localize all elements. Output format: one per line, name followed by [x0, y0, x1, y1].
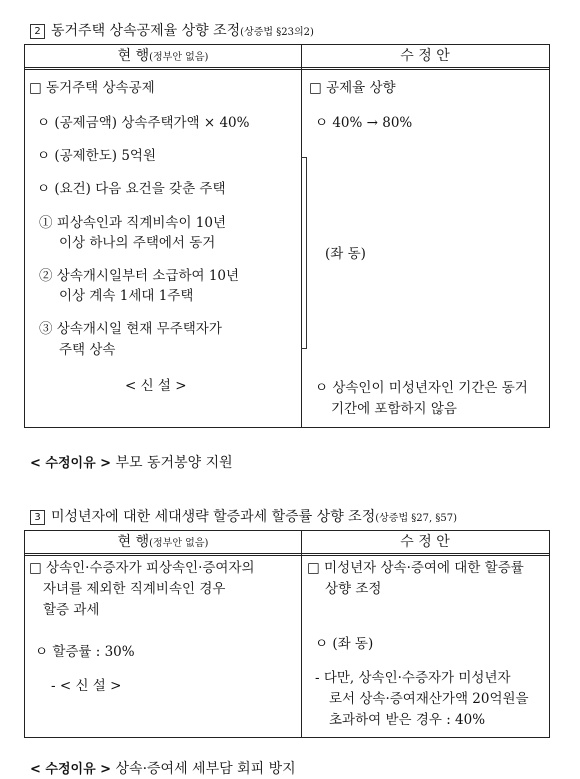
current-line: ③ 상속개시일 현재 무주택자가 [39, 321, 222, 337]
revised-line: ㅇ 40% → 80% [315, 115, 413, 131]
current-line: 주택 상속 [59, 342, 116, 358]
revised-line: 상향 조정 [325, 581, 382, 597]
current-line: ② 상속개시일부터 소급하여 10년 [39, 268, 240, 284]
revised-line: ㅇ 상속인이 미성년자인 기간은 동거 [315, 380, 528, 396]
section-3-table [24, 530, 550, 738]
revised-line: ㅇ (좌 동) [315, 636, 374, 652]
section-title: 미성년자에 대한 세대생략 할증과세 할증률 상향 조정 [51, 509, 376, 525]
revised-line: □ 미성년자 상속·증여에 대한 할증률 [307, 560, 524, 576]
reason-text: 상속·증여세 세부담 회피 방지 [115, 761, 296, 777]
section-2-table [24, 44, 550, 428]
table-header-row [25, 45, 549, 70]
same-as-left-label: (좌 동) [325, 246, 366, 262]
current-column-header: 현 행(정부안 없음) [117, 534, 209, 550]
current-line: ① 피상속인과 직계비속이 10년 [39, 215, 227, 231]
current-line: □ 상속인·수증자가 피상속인·증여자의 [29, 560, 255, 576]
section-number-box: 2 [30, 24, 45, 39]
revised-line: 초과하여 받은 경우 : 40% [329, 712, 486, 728]
section-number-box: 3 [30, 510, 45, 525]
current-line: ㅇ (공제금액) 상속주택가액 × 40% [37, 115, 250, 131]
new-provision-label: < 신 설 > [125, 378, 187, 394]
section-2-heading [30, 20, 314, 40]
reason-label: < 수정이유 > [30, 456, 112, 471]
current-column-header: 현 행(정부안 없음) [117, 48, 209, 64]
reason-label: < 수정이유 > [30, 762, 112, 777]
current-line: 이상 계속 1세대 1주택 [59, 288, 194, 304]
section-3-reason [30, 758, 296, 778]
section-2-reason [30, 452, 233, 472]
column-divider [301, 531, 302, 737]
law-reference: (상증법 §27, §57) [375, 513, 458, 524]
revised-column-header: 수 정 안 [400, 534, 450, 550]
reason-text: 부모 동거봉양 지원 [115, 455, 233, 471]
section-title: 동거주택 상속공제율 상향 조정 [51, 23, 241, 39]
current-line: ㅇ (요건) 다음 요건을 갖춘 주택 [37, 181, 226, 197]
table-header-row [25, 531, 549, 556]
revised-line: □ 공제율 상향 [309, 80, 396, 96]
law-reference: (상증법 §23의2) [240, 27, 314, 38]
revised-column-header: 수 정 안 [400, 48, 450, 64]
new-provision-label: - < 신 설 > [51, 678, 122, 694]
current-line: 할증 과세 [43, 602, 100, 618]
revised-line: - 다만, 상속인·수증자가 미성년자 [315, 670, 511, 686]
current-line: □ 동거주택 상속공제 [29, 80, 155, 96]
revised-line: 로서 상속·증여재산가액 20억원을 [329, 691, 529, 707]
same-as-left-bracket [301, 157, 307, 349]
current-line: ㅇ (공제한도) 5억원 [37, 148, 156, 164]
revised-line: 기간에 포함하지 않음 [331, 401, 457, 417]
current-line: 이상 하나의 주택에서 동거 [59, 235, 216, 251]
current-line: 자녀를 제외한 직계비속인 경우 [43, 581, 226, 597]
section-3-heading [30, 506, 457, 526]
current-line: ㅇ 할증률 : 30% [35, 644, 135, 660]
